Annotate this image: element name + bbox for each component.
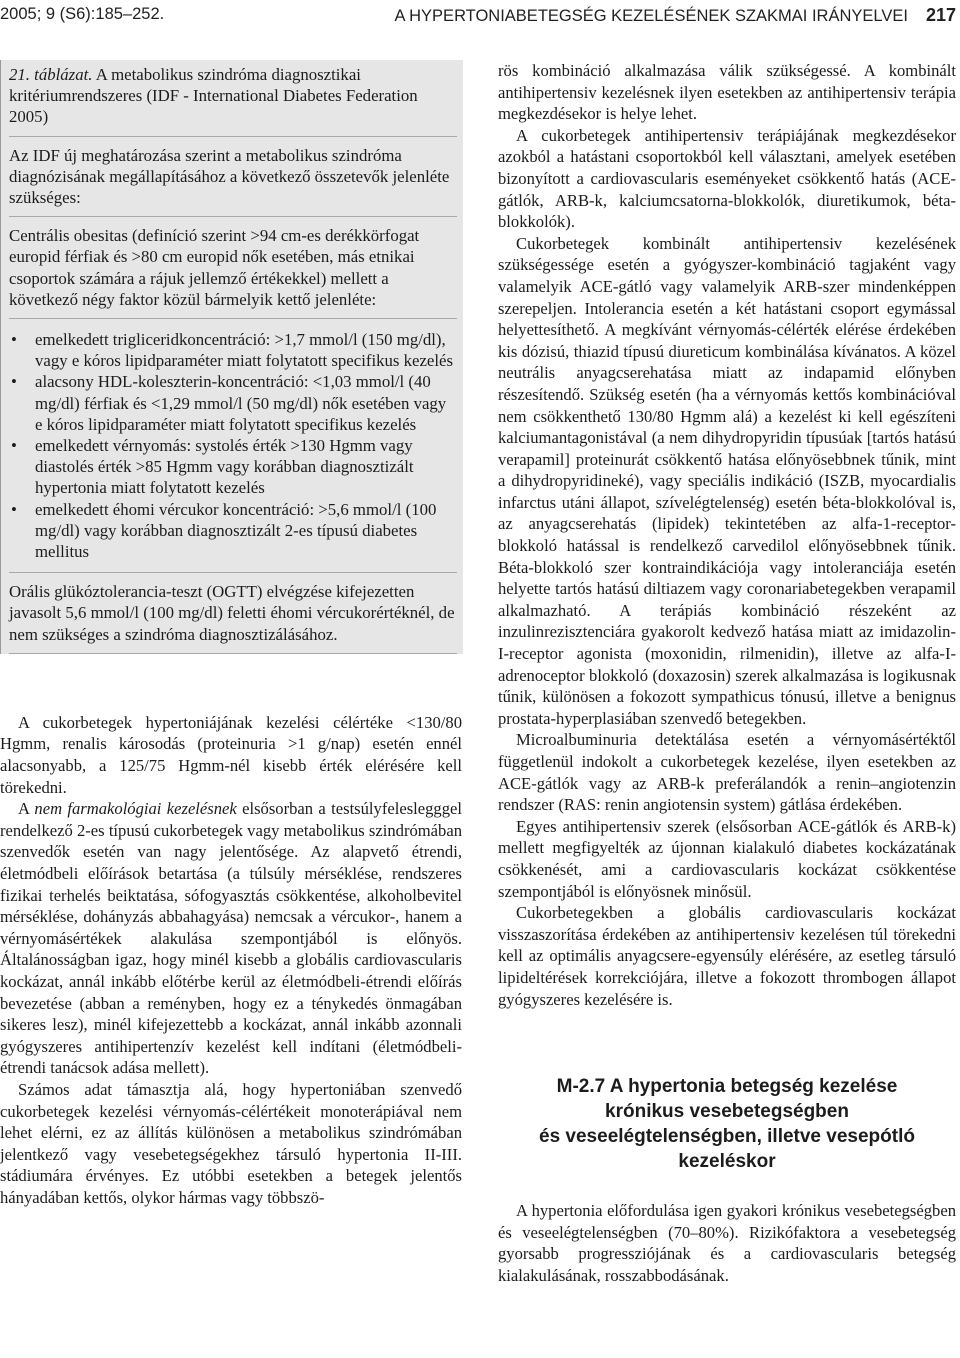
paragraph-rest: elsősorban a testsúlyfeleslegggel rendelkező 2-es típusú cukorbetegek vagy metabolikus szindrómában szenvedők esetén van nagy jelentősége. Az alapvető étrendi, életmódbeli előírások betartása (a túlsúly mérséklése, rendszeres fizikai terhelés beiktatása, sófogyasztás csökkentése, alkoholbevitel mérséklése, dohányzás abbahagyása) nemcsak a vércukor-, hanem a vérnyomásértékek alakulása szempontjából is előnyös. Általánosságban igaz, hogy minél kisebb a globális cardiovascularis kockázat, annál inkább előtérbe kerül az életmódbeli-étrendi előírás bevezetése (abban a reményben, hogy ez a ténykedés önmagában sikeres lesz), minél kifejezettebb a kockázat, annál inkább azonnali gyógyszeres antihipertenzív kezelést kell indítani (életmódbeli-étrendi tanácsok adása mellett).: [0, 799, 463, 1078]
table-ogtt: Orális glükóztolerancia-teszt (OGTT) elvégzése kifejezetten javasolt 5,6 mmol/l (100 mg/dl) feletti éhomi vércukorértéknél, de nem szükséges a szindróma diagnosztizálásához.: [9, 573, 457, 654]
paragraph: Microalbuminuria detektálása esetén a vérnyomásértéktől függetlenül indokolt a cukorbetegek kezelése, ilyen esetekben az ACE-gátlók vagy az ARB-k preferálandók a renin–angiotenzin rendszer (RAS: renin angiotensin system) gátlása érdekében.: [498, 730, 956, 815]
left-column: [0, 60, 462, 1209]
section-heading: [498, 1074, 956, 1174]
emphasis: nem farmakológiai kezelésnek: [34, 799, 237, 819]
journal-citation: 2005; 9 (S6):185–252.: [0, 5, 165, 23]
heading-line: M-2.7 A hypertonia betegség kezelése: [556, 1076, 898, 1098]
table-central-obesity: Centrális obesitas (definíció szerint >94 cm-es derékkörfogat europid férfiak és >80 cm europid nők esetében, más etnikai csoportok számára a rájuk jellemző értékekkel) mellett a következő négy faktor közül bármelyik kettő jelenléte:: [9, 217, 457, 319]
paragraph: A cukorbetegek hypertoniájának kezelési célértéke <130/80 Hgmm, renalis károsodás (proteinuria >1 g/nap) esetén ennél alacsonyabb, a 125/75 Hgmm-nél kisebb érték elérésére kell törekedni.: [0, 712, 462, 797]
table-criteria: [9, 319, 457, 573]
heading-line: krónikus vesebetegségben: [605, 1101, 849, 1123]
page-number: 217: [925, 5, 956, 25]
running-title-text: A HYPERTONIABETEGSÉG KEZELÉSÉNEK SZAKMAI IRÁNYELVEI: [394, 7, 908, 25]
paragraph: A hypertonia előfordulása igen gyakori krónikus vesebetegségben és veseelégtelenségben (70–80%). Rizikófaktora a vesebetegség gyorsabb progressziójának és a cardiovascularis betegség kialakulásának, rosszabbodásának.: [498, 1201, 956, 1285]
running-header: [0, 0, 960, 36]
section-body-text: [498, 1200, 956, 1286]
table-title-text: A metabolikus szindróma diagnosztikai kritériumrendszeres (IDF - International Diabetes Federation 2005): [9, 65, 418, 127]
criteria-item-glucose: • emelkedett éhomi vércukor koncentráció: >5,6 mmol/l (100 mg/dl) vagy korábban diagnosztizált 2-es típusú diabetes mellitus: [9, 499, 457, 563]
right-body-text: [498, 60, 956, 1010]
paragraph: Számos adat támasztja alá, hogy hypertoniában szenvedő cukorbetegek kezelési vérnyomás-célértékeit monoterápiával nem lehet elérni, ez az állítás különösen a metabolikus szindrómában jelentkező vagy vesebetegségekhez társuló hypertonia II-III. stádiumára érvényes. Ez utóbbi esetekben a betegek jelentős hányadában kettős, olykor hármas vagy többszö-: [0, 1079, 462, 1207]
paragraph: rös kombináció alkalmazása válik szükségessé. A kombinált antihipertensiv kezelésnek ilyen esetekben az antihipertensiv terápia megkezdésekor is helye lehet.: [498, 61, 956, 124]
running-title: [394, 5, 956, 26]
criteria-item-hdl: • alacsony HDL-koleszterin-koncentráció: <1,03 mmol/l (40 mg/dl) férfiak és <1,29 mmol/l (50 mg/dl) nők esetében vagy e kóros lipidparaméter miatt folytatott specifikus kezelés: [9, 371, 457, 435]
criteria-item-blood-pressure: • emelkedett vérnyomás: systolés érték >130 Hgmm vagy diastolés érték >85 Hgmm vagy korábban diagnosztizált hypertonia miatt folytatott kezelés: [9, 435, 457, 499]
table-label: 21. táblázat.: [9, 65, 93, 84]
criteria-item-triglyceride: • emelkedett trigliceridkoncentráció: >1,7 mmol/l (150 mg/dl), vagy e kóros lipidparaméter miatt folytatott specifikus kezelés: [9, 329, 457, 371]
heading-line: kezeléskor: [678, 1151, 776, 1173]
right-column: [498, 60, 956, 1287]
paragraph: Cukorbetegekben a globális cardiovascularis kockázat visszaszorítása érdekében az antihipertensiv kezelésen túl törekedni kell az optimális anyagcsere-egyensúly elérésére, az esetleg társuló lipideltérések korrekciójára, illetve a fokozott thrombogen állapot gyógyszeres kezelésére is.: [498, 903, 956, 1009]
paragraph: Cukorbetegek kombinált antihipertensiv kezelésének szükségessége esetén a gyógyszer-kombináció tagjaként vagy valamelyik ACE-gátló vagy valamelyik ARB-szer mindenképpen szerepeljen. Intolerancia esetén a két hatástani csoport egymással helyettesíthető. A megkívánt vérnyomás-célérték elérése érdekében kis dózisú, thiazid típusú diureticum kombinálása kívánatos. A közel neutrális anyagcserehatása miatt az indapamid előnyben részesítendő. Szükség esetén (ha a vérnyomás kettős kombinációval nem csökkenthető 130/80 Hgmm alá) a kezelést ki kell egészíteni kalciumantagonistával (a nem dihydropyridin típusúak [tartós hatású verapamil] proteinurát csökkentő hatása előnyösebbnek tűnik, mint a dihydropyridineké), vagy speciális indikáció (ISZB, myocardialis infarctus utáni állapot, szívelégtelenség) esetén béta-blokkolóval is, az anyagcserehatás (lipidek) tekintetében az alfa-1-receptor-blokkoló hatással is rendelkező carvedilol előnyösebbnek tűnik. Béta-blokkoló szer kontraindikációja vagy intoleranciája esetén helyette tartós hatású diltiazem vagy coronariabetegekben verapamil alkalmazható. A terápiás kombináció részeként az inzulinrezisztenciára gyakorolt kedvező hatása miatt az imidazolin-I-receptor agonista (moxonidin, rilmenidin), illetve az alfa-I-adrenoceptor blokkoló (doxazosin) szerek alkalmazása is logikusnak tűnik, különösen a fokozott sympathicus tónusú, illetve a benignus prostata-hyperplasiában szenvedő betegekben.: [498, 233, 956, 728]
paragraph: Egyes antihipertensiv szerek (elsősorban ACE-gátlók és ARB-k) mellett megfigyelték az újonnan kialakuló diabetes kockázatának csökkenését, ami a cardiovascularis kockázat csökkentése szempontjából is előnyösnek minősül.: [498, 816, 956, 901]
table-21: [0, 60, 463, 654]
left-body-text: [0, 712, 462, 1209]
paragraph-lead: A: [18, 799, 35, 819]
table-intro: Az IDF új meghatározása szerint a metabolikus szindróma diagnózisának megállapításához a következő összetevők jelenléte szükséges:: [9, 137, 457, 218]
paragraph: [0, 798, 462, 1079]
paragraph: A cukorbetegek antihipertensiv terápiájának megkezdésekor azokból a hatástani csoportokból kell választani, amelyek esetében bizonyított a cardiovascularis eseményeket csökkentő hatás (ACE-gátlók, ARB-k, kalciumcsatorna-blokkolók, diuretikumok, béta-blokkolók).: [498, 125, 956, 232]
heading-line: és veseelégtelenségben, illetve vesepótló: [539, 1126, 915, 1148]
criteria-list: [9, 329, 457, 562]
table-title: [9, 62, 457, 137]
